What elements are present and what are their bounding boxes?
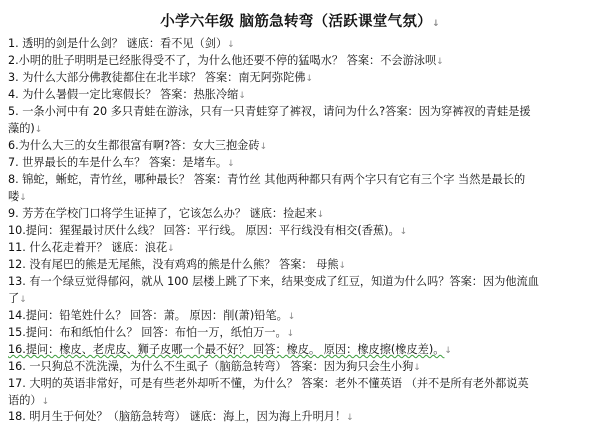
text-line: 10.提问：猩猩最讨厌什么线？ 回答：平行线。 原因：平行线没有相交(香蕉)。↓ bbox=[8, 224, 408, 237]
text-line: 藻的)↓ bbox=[8, 122, 43, 135]
paragraph-mark-icon: ↓ bbox=[413, 363, 421, 373]
paragraph-mark-icon: ↓ bbox=[346, 413, 354, 423]
text-line: 4. 为什么暑假一定比寒假长？ 答案：热胀冷缩↓ bbox=[8, 88, 246, 101]
text-line: 8. 锦蛇，蜥蛇，青竹丝，哪种最长？ 答案：青竹丝 其他两种都只有两个字只有它有三个字 当然是最长的 bbox=[8, 173, 526, 186]
paragraph-mark-icon: ↓ bbox=[431, 19, 440, 29]
text-line: 5. 一条小河中有 20 多只青蛙在游泳，只有一只青蛙穿了裤衩，请问为什么?答案：因为穿裤衩的青蛙是援 bbox=[8, 105, 531, 118]
text-line: 17. 大明的英语非常好，可是有些老外却听不懂，为什么？ 答案：老外不懂英语 （并不是所有老外都说英 bbox=[8, 377, 529, 390]
text-line: 语的）↓ bbox=[8, 394, 50, 407]
text-line: 18. 明月生于何处？（脑筋急转弯） 谜底：海上，因为海上升明月！↓ bbox=[8, 410, 354, 423]
paragraph-mark-icon: ↓ bbox=[227, 40, 235, 50]
text-line: 14.提问：铅笔姓什么？ 回答：萧。 原因：削(萧)铅笔。↓ bbox=[8, 309, 296, 322]
text-line: 16. 一只狗总不洗洗澡，为什么不生虱子（脑筋急转弯） 答案：因为狗只会生小狗↓ bbox=[8, 360, 421, 373]
paragraph-mark-icon: ↓ bbox=[305, 74, 314, 84]
paragraph-mark-icon: ↓ bbox=[19, 193, 27, 203]
text-line: 16.提问：橡皮、老虎皮、狮子皮哪一个最不好？ 回答：橡皮。 原因：橡皮擦(橡皮差)。↓ bbox=[8, 343, 452, 356]
title-text: 小学六年级 脑筋急转弯（活跃课堂气氛） bbox=[160, 14, 432, 30]
text-line: 7. 世界最长的车是什么车？ 答案：是堵车。↓ bbox=[8, 156, 235, 169]
text-line: 2.小明的肚子明明是已经胀得受不了，为什么他还要不停的猛喝水？ 答案：不会游泳呗↓ bbox=[8, 54, 444, 67]
paragraph-mark-icon: ↓ bbox=[399, 227, 408, 237]
text-line: 13. 有一个绿豆觉得郁闷，就从 100 层楼上跳了下来，结果变成了红豆，知道为什么吗？答案：因为他流血 bbox=[8, 275, 539, 288]
paragraph-mark-icon: ↓ bbox=[34, 125, 43, 135]
document-title bbox=[0, 10, 600, 31]
paragraph-mark-icon: ↓ bbox=[316, 210, 325, 220]
paragraph-mark-icon: ↓ bbox=[41, 397, 50, 407]
text-line: 1. 透明的剑是什么剑？ 谜底：看不见（剑）↓ bbox=[8, 37, 235, 50]
paragraph-mark-icon: ↓ bbox=[227, 159, 235, 169]
text-line: 12. 没有尾巴的熊是无尾熊，没有鸡鸡的熊是什么熊？ 答案： 母熊↓ bbox=[8, 258, 347, 271]
text-line: 15.提问：布和纸怕什么？ 回答：布怕一万，纸怕万一。↓ bbox=[8, 326, 295, 339]
paragraph-mark-icon: ↓ bbox=[287, 312, 296, 322]
text-line: 了↓ bbox=[8, 292, 27, 305]
paragraph-mark-icon: ↓ bbox=[167, 244, 175, 254]
paragraph-mark-icon: ↓ bbox=[19, 295, 27, 305]
text-line: 11. 什么花走着开？ 谜底：浪花↓ bbox=[8, 241, 175, 254]
text-line: 9. 芳芳在学校门口将学生证掉了，它该怎么办？ 谜底：捡起来↓ bbox=[8, 207, 325, 220]
paragraph-mark-icon: ↓ bbox=[259, 142, 268, 152]
paragraph-mark-icon: ↓ bbox=[444, 346, 452, 356]
paragraph-mark-icon: ↓ bbox=[238, 91, 246, 101]
text-line: 3. 为什么大部分佛教徒都住在北半球？ 答案：南无阿弥陀佛↓ bbox=[8, 71, 314, 84]
paragraph-mark-icon: ↓ bbox=[436, 57, 444, 67]
paragraph-mark-icon: ↓ bbox=[286, 329, 295, 339]
paragraph-mark-icon: ↓ bbox=[338, 261, 347, 271]
text-line: 喽↓ bbox=[8, 190, 27, 203]
text-line: 6.为什么大三的女生都很富有啊?答：女大三抱金砖↓ bbox=[8, 139, 268, 152]
